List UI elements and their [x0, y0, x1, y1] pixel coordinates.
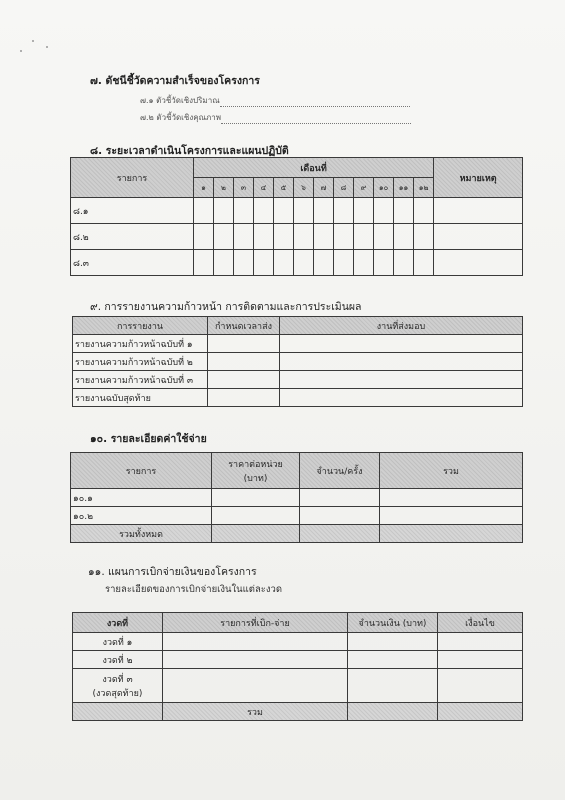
col-header-month: เดือนที่ — [194, 158, 434, 178]
table-row — [73, 651, 523, 669]
table-row — [73, 335, 523, 353]
col-header-remark: หมายเหตุ — [434, 158, 523, 198]
disbursement-table — [72, 612, 523, 721]
month-header: ๔ — [254, 178, 274, 198]
table-row — [71, 507, 523, 525]
month-header: ๓ — [234, 178, 254, 198]
row-label-final — [73, 669, 163, 703]
row-label: ๘.๓ — [71, 250, 194, 276]
col-header: เงื่อนไข — [438, 613, 523, 633]
s7-quantitative-row — [140, 94, 410, 107]
row-label-note: (งวดสุดท้าย) — [92, 688, 143, 699]
month-header: ๑๑ — [394, 178, 414, 198]
table-row — [71, 224, 523, 250]
fill-line — [221, 123, 411, 124]
table-row — [71, 250, 523, 276]
row-label: งวดที่ ๒ — [73, 651, 163, 669]
row-label: ๘.๒ — [71, 224, 194, 250]
scan-speck — [32, 40, 34, 42]
col-header: กำหนดเวลาส่ง — [208, 317, 280, 335]
expense-table — [70, 452, 523, 543]
row-label: ๘.๑ — [71, 198, 194, 224]
row-label: ๑๐.๒ — [71, 507, 212, 525]
month-header: ๒ — [214, 178, 234, 198]
month-header: ๑๒ — [414, 178, 434, 198]
total-label: รวมทั้งหมด — [71, 525, 212, 543]
table-row — [73, 353, 523, 371]
scan-speck — [20, 50, 22, 52]
col-header: งานที่ส่งมอบ — [280, 317, 523, 335]
col-header: รายการ — [71, 453, 212, 489]
s7-qualitative-row — [140, 111, 411, 124]
s7-item-1: ๗.๑ ตัวชี้วัดเชิงปริมาณ — [140, 96, 220, 105]
section-11-subtitle: รายละเอียดของการเบิกจ่ายเงินในแต่ละงวด — [105, 584, 283, 595]
col-header: จำนวนเงิน (บาท) — [348, 613, 438, 633]
table-row — [71, 198, 523, 224]
total-row — [71, 525, 523, 543]
table-row — [71, 489, 523, 507]
schedule-table — [70, 157, 523, 276]
section-9-title: ๙. การรายงานความก้าวหน้า การติดตามและการประเมินผล — [90, 301, 362, 313]
month-header: ๕ — [274, 178, 294, 198]
row-label: ๑๐.๑ — [71, 489, 212, 507]
col-header: รวม — [380, 453, 523, 489]
table-row — [73, 371, 523, 389]
col-header: รายการที่เบิก-จ่าย — [163, 613, 348, 633]
section-11-title: ๑๑. แผนการเบิกจ่ายเงินของโครงการ — [88, 566, 257, 578]
total-label: รวม — [163, 703, 348, 721]
col-header: จำนวน/ครั้ง — [300, 453, 380, 489]
month-header: ๗ — [314, 178, 334, 198]
col-header-unit-price — [212, 453, 300, 489]
col-header: การรายงาน — [73, 317, 208, 335]
total-row — [73, 703, 523, 721]
month-header: ๑ — [194, 178, 214, 198]
report-table — [72, 316, 523, 407]
scan-speck — [46, 46, 48, 48]
col-header-item: รายการ — [71, 158, 194, 198]
row-label: งวดที่ ๓ — [102, 674, 133, 685]
unit-price-currency: (บาท) — [243, 473, 268, 484]
row-label: รายงานฉบับสุดท้าย — [73, 389, 208, 407]
row-label: รายงานความก้าวหน้าฉบับที่ ๒ — [73, 353, 208, 371]
table-row — [73, 389, 523, 407]
section-7-title: ๗. ดัชนีชี้วัดความสำเร็จของโครงการ — [90, 75, 260, 87]
row-label: รายงานความก้าวหน้าฉบับที่ ๑ — [73, 335, 208, 353]
month-header: ๑๐ — [374, 178, 394, 198]
unit-price-label: ราคาต่อหน่วย — [228, 459, 283, 470]
row-label: รายงานความก้าวหน้าฉบับที่ ๓ — [73, 371, 208, 389]
table-row — [73, 669, 523, 703]
month-header: ๙ — [354, 178, 374, 198]
month-header: ๘ — [334, 178, 354, 198]
month-header: ๖ — [294, 178, 314, 198]
section-10-title: ๑๐. รายละเอียดค่าใช้จ่าย — [90, 433, 207, 445]
row-label: งวดที่ ๑ — [73, 633, 163, 651]
col-header: งวดที่ — [73, 613, 163, 633]
section-8-title: ๘. ระยะเวลาดำเนินโครงการและแผนปฏิบัติ — [90, 145, 289, 157]
fill-line — [220, 106, 410, 107]
table-row — [73, 633, 523, 651]
s7-item-2: ๗.๒ ตัวชี้วัดเชิงคุณภาพ — [140, 113, 222, 122]
